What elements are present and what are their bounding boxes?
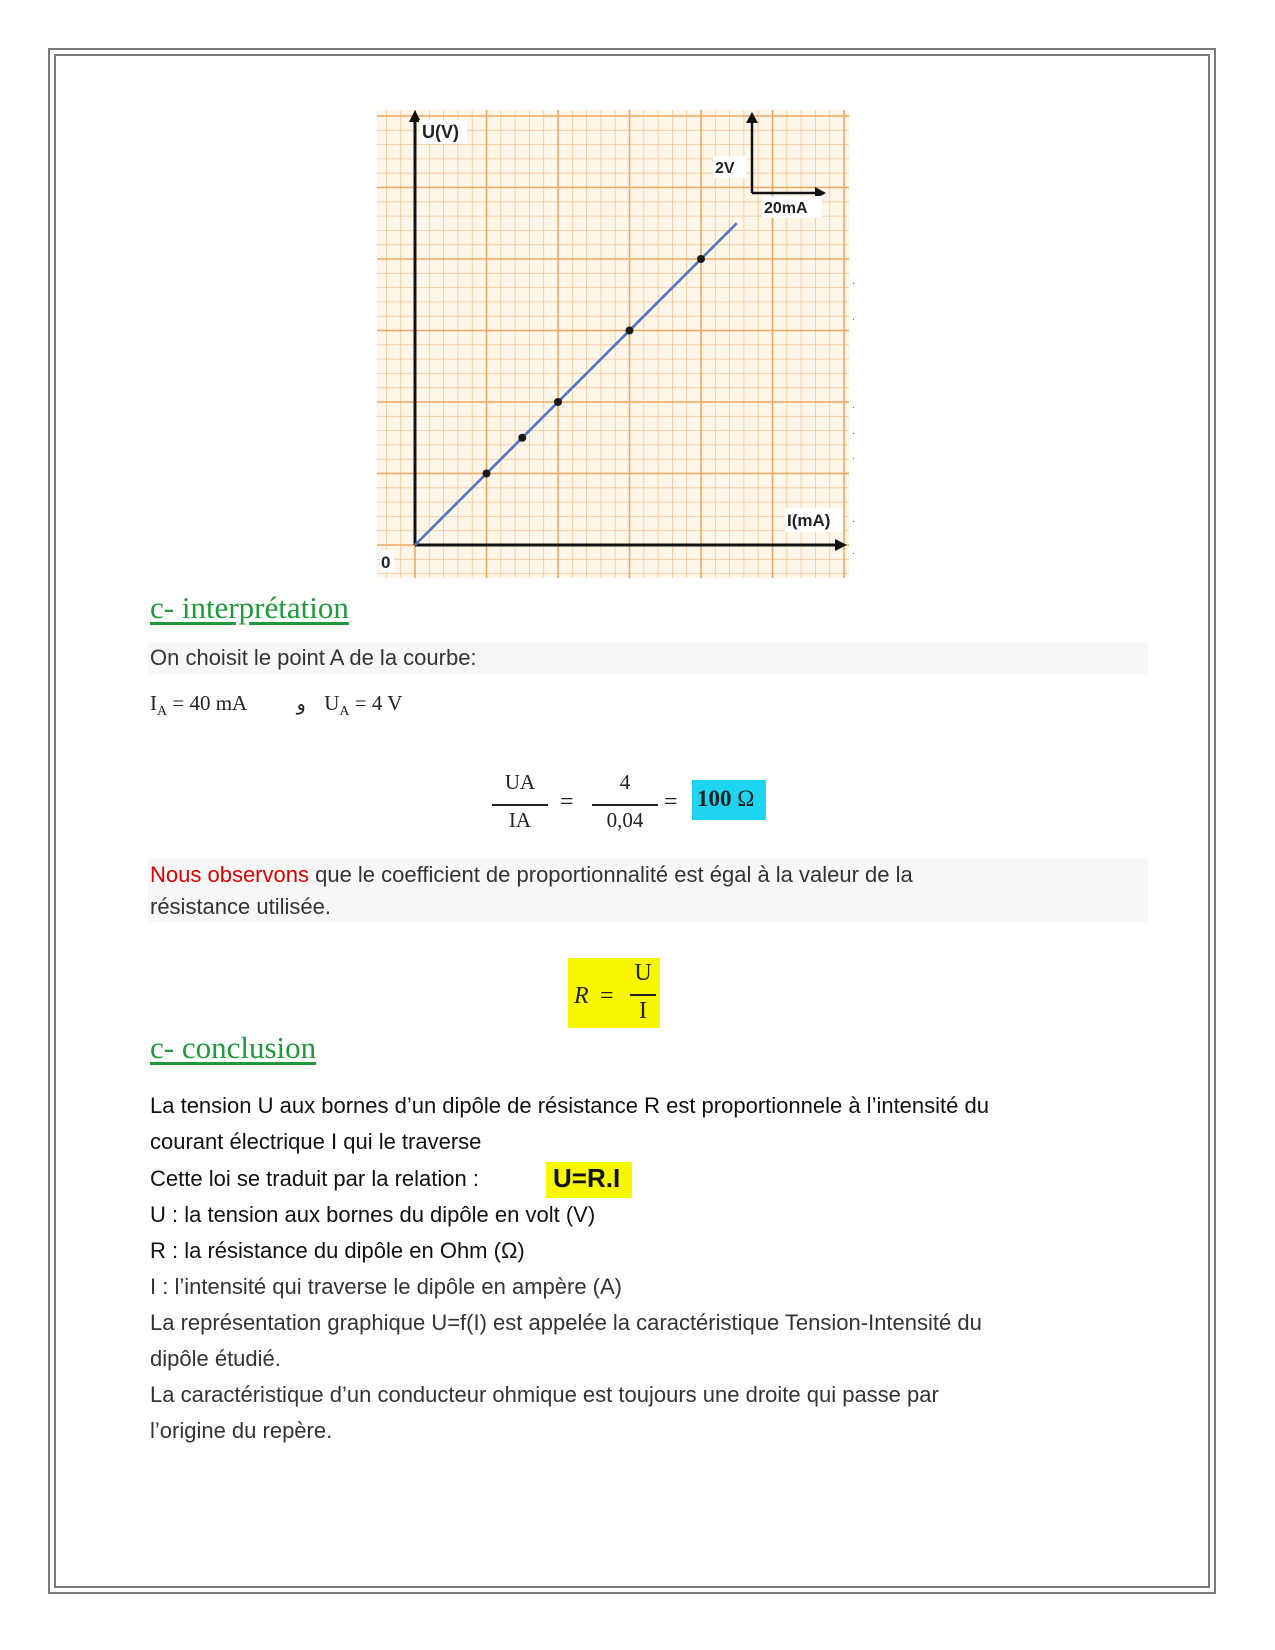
relation-formula: U=R.I bbox=[553, 1163, 621, 1193]
conclusion-title: c- conclusion bbox=[150, 1030, 317, 1065]
graph-definition-line2: dipôle étudié. bbox=[150, 1346, 281, 1371]
characteristic-line2: l’origine du repère. bbox=[150, 1418, 333, 1443]
x-axis-label: I(mA) bbox=[787, 511, 831, 530]
formula-den: I bbox=[639, 998, 647, 1024]
ia-value: = 40 mA bbox=[172, 691, 247, 715]
y-axis-label: U(V) bbox=[422, 122, 459, 142]
connector: و bbox=[296, 694, 306, 715]
data-point bbox=[626, 327, 634, 335]
formula-lhs: R bbox=[574, 983, 589, 1009]
ratio-den2: 0,04 bbox=[606, 808, 644, 832]
conclusion-line1: La tension U aux bornes d’un dipôle de résistance R est proportionnele à l’intensité du bbox=[150, 1093, 989, 1118]
observation-rest: que le coefficient de proportionnalité est égal à la valeur de la bbox=[308, 862, 913, 887]
result-value: 100 bbox=[697, 786, 732, 811]
point-a-values bbox=[150, 688, 402, 727]
fraction-bar bbox=[492, 804, 548, 806]
ua-sub: A bbox=[339, 704, 350, 720]
ratio-eq1: = bbox=[560, 789, 574, 815]
chart-paper bbox=[377, 110, 849, 578]
data-point bbox=[518, 434, 526, 442]
origin-label: 0 bbox=[381, 553, 391, 572]
characteristic-line1: La caractéristique d’un conducteur ohmique est toujours une droite qui passe par bbox=[150, 1382, 939, 1407]
conclusion-line2: courant électrique I qui le traverse bbox=[150, 1129, 482, 1154]
ia-symbol: I bbox=[150, 691, 157, 715]
data-point bbox=[697, 255, 705, 263]
definition-i: I : l’intensité qui traverse le dipôle en ampère (A) bbox=[150, 1274, 623, 1299]
ua-symbol: U bbox=[324, 691, 340, 715]
ratio-den1: IA bbox=[508, 808, 532, 832]
chart-svg bbox=[377, 110, 849, 578]
interpretation-title: c- interprétation bbox=[150, 590, 349, 625]
definition-u: U : la tension aux bornes du dipôle en volt (V) bbox=[150, 1202, 596, 1227]
data-point bbox=[554, 398, 562, 406]
ia-sub: A bbox=[157, 704, 168, 720]
scale-y-label: 2V bbox=[715, 160, 735, 177]
formula-num: U bbox=[634, 960, 652, 986]
interpretation-intro: On choisit le point A de la courbe: bbox=[150, 645, 477, 670]
ua-value: = 4 V bbox=[354, 691, 403, 715]
ratio-eq2: = bbox=[664, 789, 678, 815]
definition-r: R : la résistance du dipôle en Ohm (Ω) bbox=[150, 1238, 525, 1263]
ratio-result bbox=[697, 786, 754, 812]
ratio-num2: 4 bbox=[619, 770, 631, 794]
data-point bbox=[483, 470, 491, 478]
formula-eq: = bbox=[600, 983, 614, 1009]
scale-x-label: 20mA bbox=[764, 200, 808, 217]
observation-line1 bbox=[150, 860, 913, 890]
graph-definition-line1: La représentation graphique U=f(I) est appelée la caractéristique Tension-Intensité du bbox=[150, 1310, 982, 1335]
observation-line2: résistance utilisée. bbox=[150, 894, 331, 919]
characteristic-chart bbox=[377, 110, 849, 578]
fraction-4-004 bbox=[590, 770, 660, 840]
observation-red: Nous observons bbox=[150, 862, 309, 887]
result-unit: Ω bbox=[737, 786, 755, 811]
ratio-num1: UA bbox=[504, 770, 536, 794]
formula-fraction bbox=[628, 958, 658, 1028]
fraction-bar bbox=[630, 994, 656, 996]
relation-intro: Cette loi se traduit par la relation : bbox=[150, 1166, 479, 1191]
fraction-ua-ia bbox=[490, 770, 550, 840]
fraction-bar bbox=[592, 804, 658, 806]
